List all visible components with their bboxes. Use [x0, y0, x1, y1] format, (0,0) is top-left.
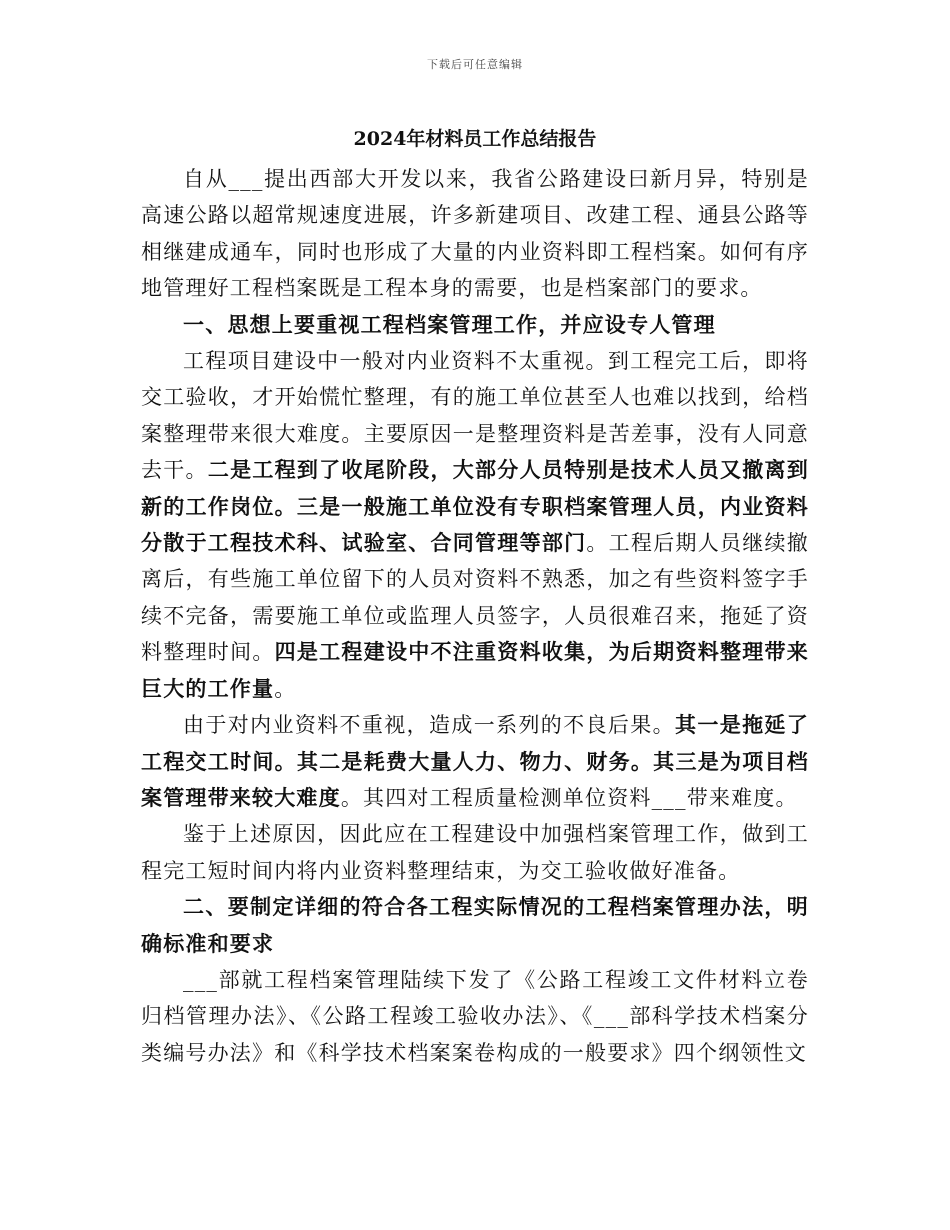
intro-paragraph: 自从___提出西部大开发以来，我省公路建设曰新月异，特别是高速公路以超常规速度进展，许多新建项目、改建工程、通县公路等相继建成通车，同时也形成了大量的内业资料即工程档案。如何有序地管理好工程档案既是工程本身的需要，也是档案部门的要求。 [141, 167, 809, 301]
section-1-paragraph-3: 鉴于上述原因，因此应在工程建设中加强档案管理工作，做到工程完工短时间内将内业资料整理结束，为交工验收做好准备。 [141, 822, 809, 883]
section-heading-2: 二、要制定详细的符合各工程实际情况的工程档案管理办法，明确标准和要求 [141, 894, 809, 956]
text-run: 工程项目建设中一般对内业资料不太重视。到工程完工后，即将交工验收，才开始慌忙整理，有的施工单位甚至人也难以找到，给档案整理带来很大难度。主要原因一是整理资料是苦差事，没有人同意去干。 [141, 349, 809, 483]
section-heading-1: 一、思想上要重视工程档案管理工作，并应设专人管理 [183, 311, 716, 337]
bold-text-run: 四是工程建设中不注重资料收集，为后期资料整理带来巨大的工作量 [141, 639, 809, 701]
header-note: 下载后可任意编辑 [427, 58, 523, 71]
text-run: 。其四对工程质量检测单位资料___带来难度。 [340, 785, 798, 810]
bold-text-run: 二是工程到了收尾阶段，大部分人员特别是技术人员又撤离到新的工作岗位。三是一般施工单位没有专职档案管理人员，内业资料分散于工程技术科、试验室、合同管理等部门 [141, 457, 809, 556]
text-run: 。 [274, 676, 297, 701]
text-run: 。工程后期人员继续撤离后，有些施工单位留下的人员对资料不熟悉，加之有些资料签字手续不完备，需要施工单位或监理人员签字，人员很难召来，拖延了资料整理时间。 [141, 531, 810, 665]
text-run: 由于对内业资料不重视，造成一系列的不良后果。 [183, 713, 675, 738]
section-1-paragraph-2 [141, 707, 809, 816]
section-2-paragraph-1: ___部就工程档案管理陆续下发了《公路工程竣工文件材料立卷归档管理办法》、《公路工程竣工验收办法》、《___部科学技术档案分类编号办法》和《科学技术档案案卷构成的一般要求》四个纲领性文 [141, 967, 809, 1065]
bold-text-run: 其一是拖延了工程交工时间。其二是耗费大量人力、物力、财务。其三是为项目档案管理带来较大难度 [141, 712, 809, 810]
document-body [141, 118, 809, 1071]
section-1-paragraph-1 [141, 343, 809, 707]
document-title: 2024年材料员工作总结报告 [353, 128, 597, 150]
